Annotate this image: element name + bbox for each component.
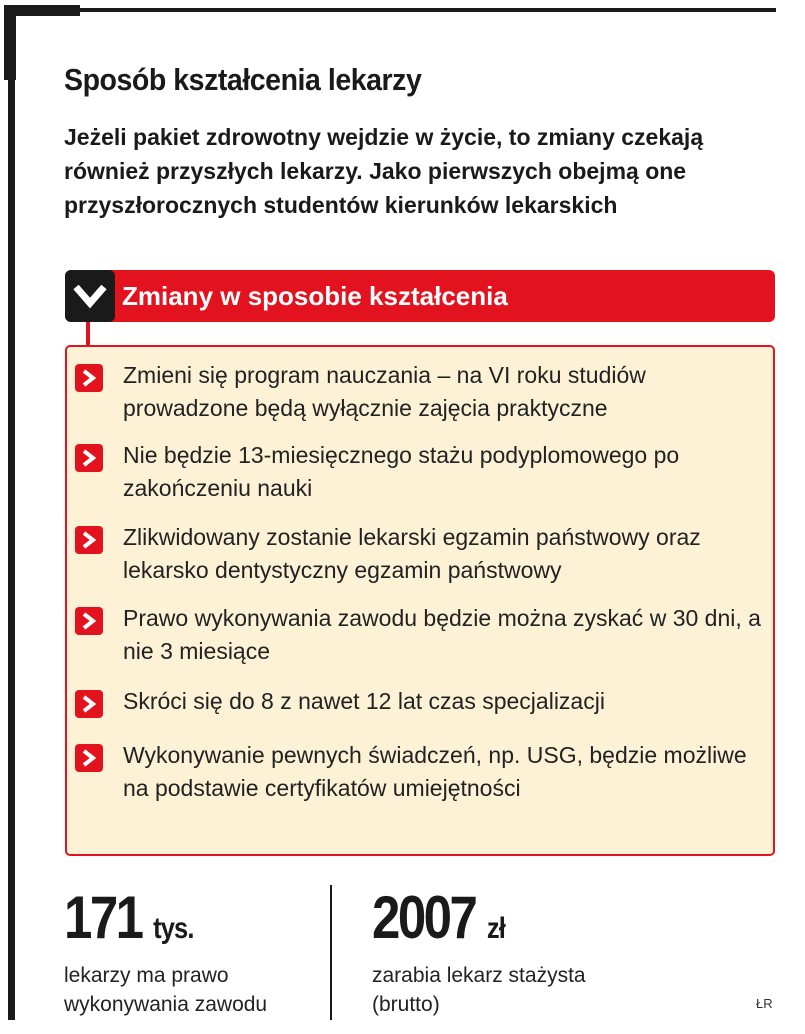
stat-desc-line: wykonywania zawodu xyxy=(64,993,268,1016)
list-item-text: Nie będzie 13-miesięcznego stażu podyplomowego po zakończeniu nauki xyxy=(123,442,680,501)
chevron-down-icon xyxy=(65,270,115,322)
section-title: Zmiany w sposobie kształcenia xyxy=(122,281,508,311)
stat-value: 171 xyxy=(64,884,142,951)
list-item-text: Zmieni się program nauczania – na VI roku studiów prowadzone będą wyłącznie zajęcia praktyczne xyxy=(123,362,646,421)
left-rule xyxy=(8,5,15,1020)
list-item xyxy=(75,521,763,587)
chevron-right-icon xyxy=(75,526,103,554)
list-item xyxy=(75,685,763,718)
stat-desc-line: (brutto) xyxy=(372,993,440,1016)
chevron-right-icon xyxy=(75,607,103,635)
left-rule-accent xyxy=(4,5,16,80)
list-item-text: Wykonywanie pewnych świadczeń, np. USG, będzie możliwe na podstawie certyfikatów umiejętności xyxy=(123,742,747,801)
stat-doctors xyxy=(64,883,194,952)
chevron-right-icon xyxy=(75,744,103,772)
stat-unit: zł xyxy=(486,912,506,945)
stat-desc-line: zarabia lekarz stażysta xyxy=(372,964,586,987)
chevron-right-icon xyxy=(75,690,103,718)
stat-desc-line: lekarzy ma prawo xyxy=(64,964,229,987)
list-item xyxy=(75,739,763,805)
stat-value: 2007 xyxy=(372,884,476,951)
chevron-right-icon xyxy=(75,364,103,392)
page-title: Sposób kształcenia lekarzy xyxy=(64,62,422,97)
stat-divider xyxy=(330,885,332,1020)
top-rule xyxy=(4,8,776,12)
lead-text: Jeżeli pakiet zdrowotny wejdzie w życie, to zmiany czekają również przyszłych lekarzy. Jako pierwszych obejmą one przyszłorocznych studentów kierunków lekarskich xyxy=(64,124,704,218)
list-item xyxy=(75,359,763,425)
stat-salary-desc xyxy=(372,961,586,1019)
list-item xyxy=(75,439,763,505)
stat-unit: tys. xyxy=(153,912,194,945)
list-item-text: Skróci się do 8 z nawet 12 lat czas specjalizacji xyxy=(123,688,605,714)
author-credit: ŁR xyxy=(756,996,773,1011)
connector-line xyxy=(86,322,90,346)
list-item xyxy=(75,602,763,668)
chevron-right-icon xyxy=(75,444,103,472)
stat-doctors-desc xyxy=(64,961,267,1019)
list-item-text: Prawo wykonywania zawodu będzie można zyskać w 30 dni, a nie 3 miesiące xyxy=(123,605,761,664)
changes-list xyxy=(65,345,775,856)
list-item-text: Zlikwidowany zostanie lekarski egzamin państwowy oraz lekarsko dentystyczny egzamin państwowy xyxy=(123,524,701,583)
stat-salary xyxy=(372,883,505,952)
